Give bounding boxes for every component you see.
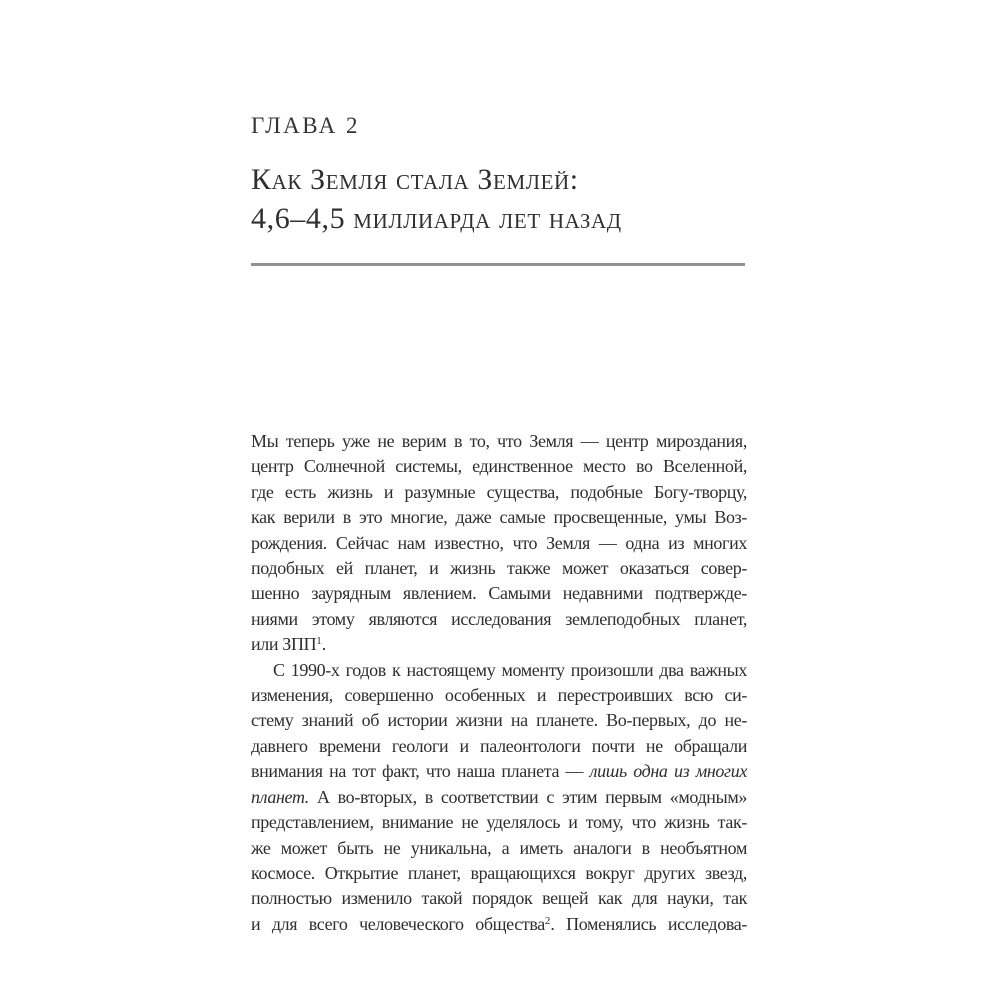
text-line — [251, 886, 747, 911]
text-run: давнего времени геологи и палеонтологи почти не обращали — [251, 735, 747, 756]
text-run: как верили в это многие, даже самые просвещенные, умы Воз- — [251, 507, 747, 528]
text-run: где есть жизнь и разумные существа, подобные Богу-творцу, — [251, 481, 747, 502]
footnote-reference: 2 — [544, 914, 551, 927]
paragraph — [251, 658, 747, 937]
text-run: ниями этому являются исследования землеподобных планет, — [251, 608, 747, 629]
chapter-label: ГЛАВА 2 — [251, 113, 361, 138]
italic-text: планет. — [251, 786, 309, 807]
text-run: С 1990-х годов к настоящему моменту произошли два важных — [273, 659, 747, 680]
text-line — [251, 785, 747, 810]
text-run: же может быть не уникальна, а иметь аналоги в необъятном — [251, 837, 747, 858]
chapter-title — [251, 160, 622, 238]
text-run: Мы теперь уже не верим в то, что Земля — центр мироздания, — [251, 431, 747, 451]
text-line — [251, 734, 747, 759]
text-line — [251, 836, 747, 861]
italic-text: лишь одна из многих — [589, 761, 747, 782]
text-run: шенно заурядным явлением. Самыми недавними подтвержде- — [251, 583, 747, 604]
text-line — [251, 810, 747, 835]
text-line — [251, 531, 747, 556]
chapter-title-line1: Как Земля стала Землей: — [251, 163, 579, 196]
text-run: . Поменялись исследова- — [550, 913, 748, 934]
paragraph — [251, 429, 747, 658]
text-line — [251, 429, 747, 454]
title-divider — [251, 263, 745, 266]
text-line — [251, 861, 747, 886]
text-run: и для всего человеческого общества — [251, 913, 545, 934]
text-line — [251, 912, 747, 937]
text-line — [251, 759, 747, 784]
text-line — [251, 581, 747, 606]
text-run: подобных ей планет, и жизнь также может оказаться совер- — [251, 558, 747, 579]
text-run: или ЗПП — [251, 634, 317, 655]
text-line — [251, 632, 747, 657]
text-run: полностью изменило такой порядок вещей как для науки, так — [251, 888, 747, 909]
text-line — [251, 658, 747, 683]
text-line — [251, 556, 747, 581]
text-line — [251, 480, 747, 505]
footnote-reference: 1 — [316, 635, 322, 648]
text-line — [251, 708, 747, 733]
text-line — [251, 454, 747, 479]
text-run: рождения. Сейчас нам известно, что Земля — одна из многих — [251, 532, 747, 553]
text-run: космосе. Открытие планет, вращающихся вокруг других звезд, — [251, 862, 747, 883]
text-line — [251, 683, 747, 708]
text-run: стему знаний об истории жизни на планете. Во-первых, до не- — [251, 710, 747, 731]
text-run: А во-вторых, в соответствии с этим первым «модным» — [308, 786, 747, 807]
text-run: центр Солнечной системы, единственное место во Вселенной, — [251, 456, 747, 477]
text-run: изменения, совершенно особенных и перестроивших всю си- — [251, 685, 747, 706]
text-run: представлением, внимание не уделялось и тому, что жизнь так- — [251, 812, 747, 833]
text-line — [251, 607, 747, 632]
text-run: внимания на тот факт, что наша планета — — [251, 761, 590, 782]
body-text — [251, 429, 747, 937]
chapter-title-line2: 4,6–4,5 миллиарда лет назад — [251, 202, 622, 235]
text-line — [251, 505, 747, 530]
text-run: . — [321, 634, 326, 655]
